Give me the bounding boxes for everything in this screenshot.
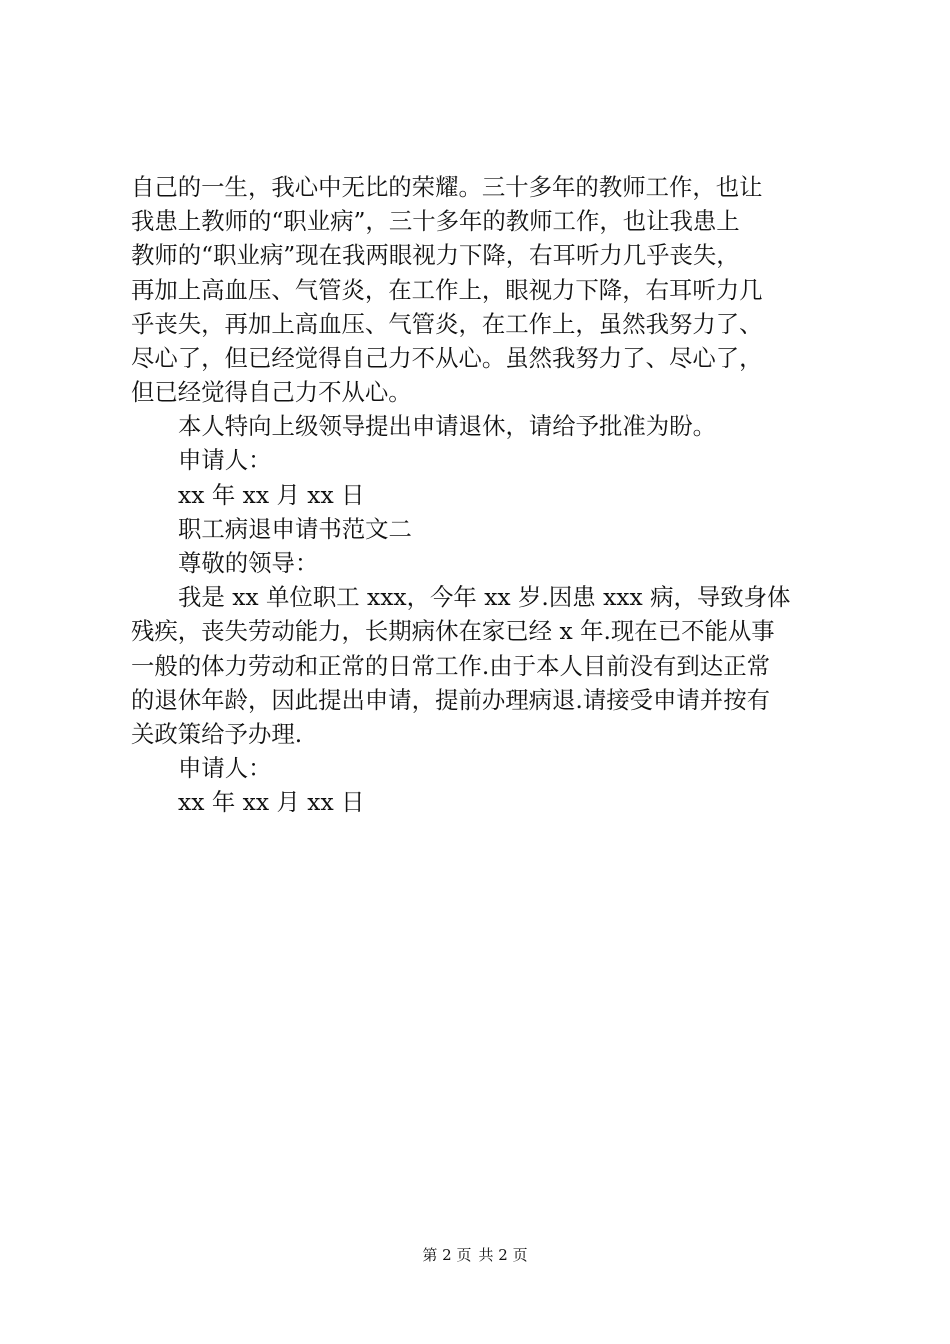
paragraph-line: 关政策给予办理.	[131, 720, 303, 748]
date-line: xx 年 xx 月 xx 日	[178, 481, 365, 509]
paragraph-line: 乎丧失，再加上高血压、气管炎，在工作上，虽然我努力了、	[131, 310, 763, 338]
paragraph-line: 尽心了，但已经觉得自己力不从心。虽然我努力了、尽心了，	[131, 344, 763, 372]
page-number: 第 2 页	[422, 1246, 472, 1264]
section-title: 职工病退申请书范文二	[178, 515, 412, 543]
request-statement: 本人特向上级领导提出申请退休，请给予批准为盼。	[178, 412, 716, 440]
salutation: 尊敬的领导：	[178, 549, 319, 577]
paragraph-line: 再加上高血压、气管炎，在工作上，眼视力下降，右耳听力几	[131, 276, 763, 304]
date-line: xx 年 xx 月 xx 日	[178, 788, 365, 816]
applicant-label: 申请人：	[178, 446, 272, 474]
paragraph-line: 教师的“职业病”现在我两眼视力下降，右耳听力几乎丧失，	[131, 241, 740, 269]
page-footer	[0, 1245, 950, 1265]
paragraph-line: 我患上教师的“职业病”，三十多年的教师工作，也让我患上	[131, 207, 740, 235]
paragraph-line: 自己的一生，我心中无比的荣耀。三十多年的教师工作，也让	[131, 173, 763, 201]
paragraph-line: 的退休年龄，因此提出申请，提前办理病退.请接受申请并按有	[131, 686, 770, 714]
total-pages: 共 2 页	[478, 1246, 528, 1264]
paragraph-line: 残疾，丧失劳动能力，长期病休在家已经 x 年.现在已不能从事	[131, 617, 775, 645]
paragraph-line: 但已经觉得自己力不从心。	[131, 378, 412, 406]
paragraph-line: 一般的体力劳动和正常的日常工作.由于本人目前没有到达正常	[131, 652, 770, 680]
applicant-label: 申请人：	[178, 754, 272, 782]
paragraph-line: 我是 xx 单位职工 xxx，今年 xx 岁.因患 xxx 病，导致身体	[178, 583, 791, 611]
